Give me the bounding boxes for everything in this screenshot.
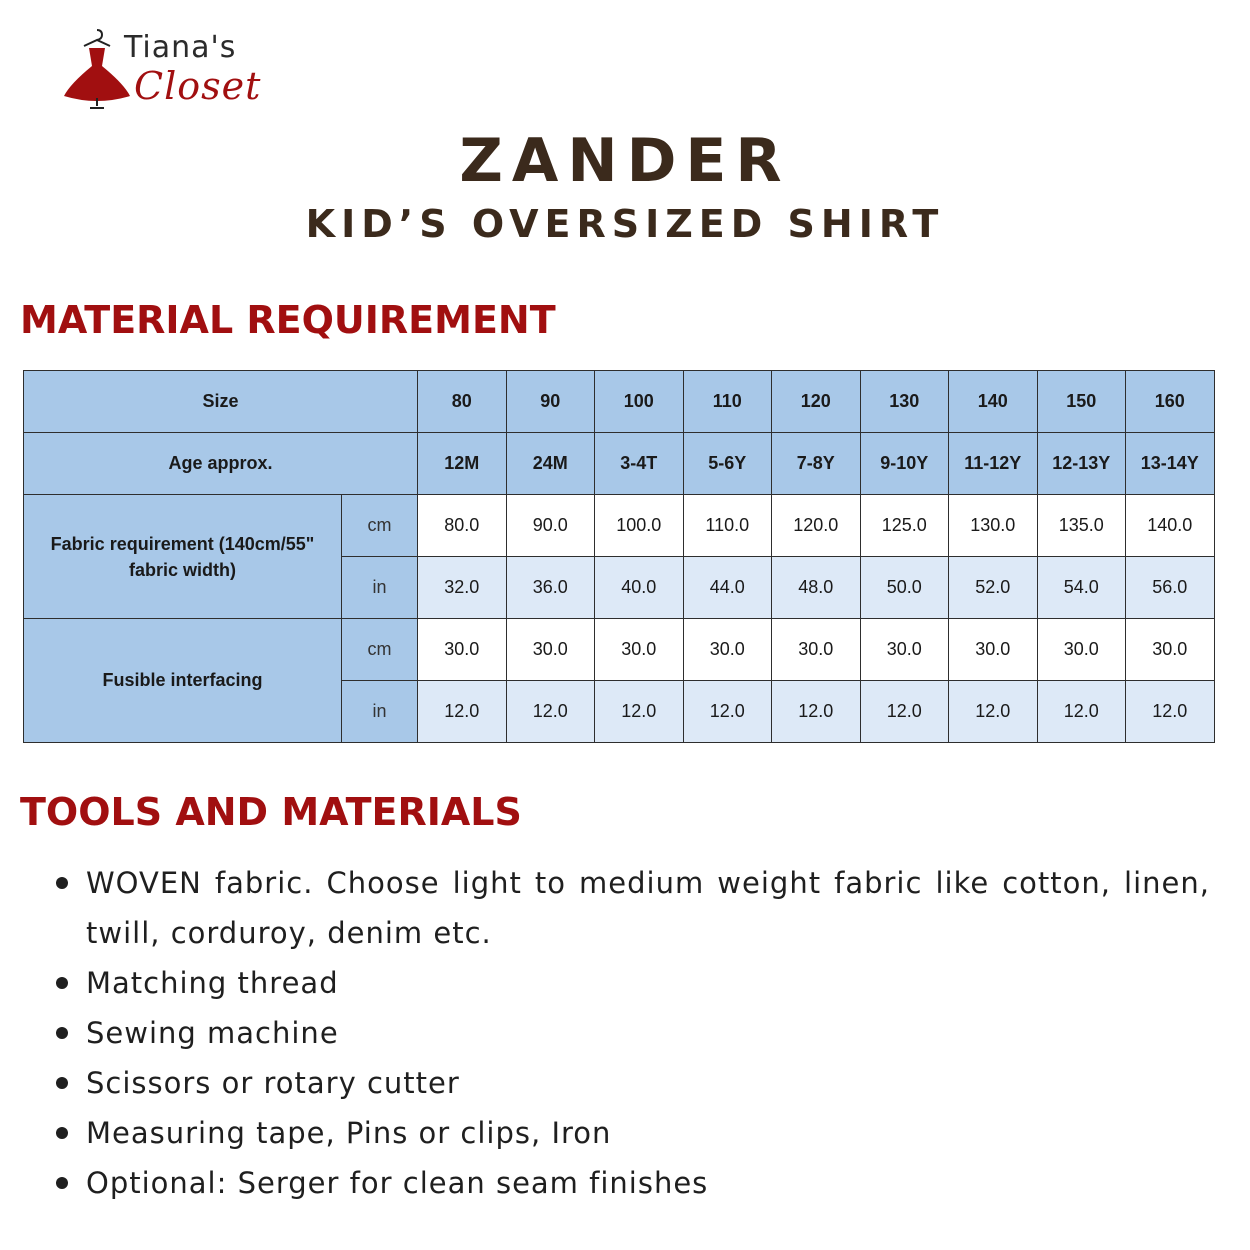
unit-label: cm: [342, 495, 418, 557]
bullet-icon: [56, 1127, 68, 1139]
interfacing-in-cell: 12.0: [683, 681, 772, 743]
age-cell: 13-14Y: [1126, 433, 1215, 495]
interfacing-in-cell: 12.0: [860, 681, 949, 743]
interfacing-in-cell: 12.0: [772, 681, 861, 743]
size-cell: 100: [595, 371, 684, 433]
interfacing-in-cell: 12.0: [1126, 681, 1215, 743]
interfacing-cm-cell: 30.0: [1037, 619, 1126, 681]
list-item: [50, 858, 1210, 958]
list-item: [50, 1108, 1210, 1158]
age-row: [24, 433, 1215, 495]
age-label: Age approx.: [24, 433, 418, 495]
size-label: Size: [24, 371, 418, 433]
fabric-in-cell: 32.0: [418, 557, 507, 619]
fabric-cm-cell: 80.0: [418, 495, 507, 557]
age-cell: 12-13Y: [1037, 433, 1126, 495]
fabric-cm-cell: 110.0: [683, 495, 772, 557]
age-cell: 7-8Y: [772, 433, 861, 495]
brand-name-top: Tiana's: [124, 30, 237, 65]
size-cell: 110: [683, 371, 772, 433]
list-item: [50, 1008, 1210, 1058]
interfacing-cm-cell: 30.0: [418, 619, 507, 681]
bullet-icon: [56, 877, 68, 889]
bullet-icon: [56, 1027, 68, 1039]
age-cell: 5-6Y: [683, 433, 772, 495]
fabric-in-cell: 52.0: [949, 557, 1038, 619]
interfacing-cm-cell: 30.0: [949, 619, 1038, 681]
fabric-cm-cell: 125.0: [860, 495, 949, 557]
bullet-icon: [56, 977, 68, 989]
interfacing-cm-cell: 30.0: [506, 619, 595, 681]
size-cell: 90: [506, 371, 595, 433]
fabric-cm-cell: 120.0: [772, 495, 861, 557]
material-requirement-table: [23, 370, 1215, 743]
list-item-text: Scissors or rotary cutter: [86, 1066, 460, 1100]
page-subtitle: KID’S OVERSIZED SHIRT: [305, 202, 945, 246]
list-item-text: WOVEN fabric. Choose light to medium weight fabric like cotton, linen, twill, corduroy, denim etc.: [86, 866, 1210, 950]
unit-label: in: [342, 557, 418, 619]
interfacing-cm-cell: 30.0: [772, 619, 861, 681]
age-cell: 12M: [418, 433, 507, 495]
fabric-cm-row: [24, 495, 1215, 557]
interfacing-in-cell: 12.0: [418, 681, 507, 743]
fabric-in-cell: 36.0: [506, 557, 595, 619]
brand-name-bottom: Closet: [134, 64, 262, 108]
interfacing-in-cell: 12.0: [1037, 681, 1126, 743]
fabric-in-cell: 50.0: [860, 557, 949, 619]
page-title: ZANDER: [459, 126, 791, 196]
size-cell: 160: [1126, 371, 1215, 433]
material-requirement-heading: MATERIAL REQUIREMENT: [20, 298, 556, 342]
age-cell: 9-10Y: [860, 433, 949, 495]
interfacing-in-cell: 12.0: [595, 681, 684, 743]
fabric-in-cell: 40.0: [595, 557, 684, 619]
list-item: [50, 1158, 1210, 1208]
fabric-cm-cell: 130.0: [949, 495, 1038, 557]
fabric-in-cell: 54.0: [1037, 557, 1126, 619]
age-cell: 3-4T: [595, 433, 684, 495]
interfacing-cm-row: [24, 619, 1215, 681]
size-cell: 80: [418, 371, 507, 433]
fabric-cm-cell: 135.0: [1037, 495, 1126, 557]
list-item-text: Sewing machine: [86, 1016, 339, 1050]
list-item: [50, 958, 1210, 1008]
age-cell: 11-12Y: [949, 433, 1038, 495]
list-item-text: Optional: Serger for clean seam finishes: [86, 1166, 709, 1200]
interfacing-cm-cell: 30.0: [683, 619, 772, 681]
fabric-cm-cell: 100.0: [595, 495, 684, 557]
interfacing-in-cell: 12.0: [949, 681, 1038, 743]
tools-list: [50, 858, 1210, 1208]
interfacing-cm-cell: 30.0: [1126, 619, 1215, 681]
size-cell: 120: [772, 371, 861, 433]
interfacing-cm-cell: 30.0: [860, 619, 949, 681]
list-item-text: Measuring tape, Pins or clips, Iron: [86, 1116, 612, 1150]
fabric-in-cell: 56.0: [1126, 557, 1215, 619]
age-cell: 24M: [506, 433, 595, 495]
interfacing-in-cell: 12.0: [506, 681, 595, 743]
tools-and-materials-heading: TOOLS AND MATERIALS: [20, 790, 522, 834]
fabric-in-cell: 48.0: [772, 557, 861, 619]
unit-label: in: [342, 681, 418, 743]
size-cell: 140: [949, 371, 1038, 433]
fabric-cm-cell: 90.0: [506, 495, 595, 557]
unit-label: cm: [342, 619, 418, 681]
interfacing-cm-cell: 30.0: [595, 619, 684, 681]
list-item: [50, 1058, 1210, 1108]
brand-logo: [62, 26, 262, 116]
red-dress-icon: [62, 26, 132, 112]
fabric-cm-cell: 140.0: [1126, 495, 1215, 557]
fusible-interfacing-label: Fusible interfacing: [24, 619, 342, 743]
list-item-text: Matching thread: [86, 966, 339, 1000]
size-row: [24, 371, 1215, 433]
bullet-icon: [56, 1177, 68, 1189]
fabric-in-cell: 44.0: [683, 557, 772, 619]
fabric-requirement-label: Fabric requirement (140cm/55" fabric width): [24, 495, 342, 619]
size-cell: 150: [1037, 371, 1126, 433]
size-cell: 130: [860, 371, 949, 433]
bullet-icon: [56, 1077, 68, 1089]
